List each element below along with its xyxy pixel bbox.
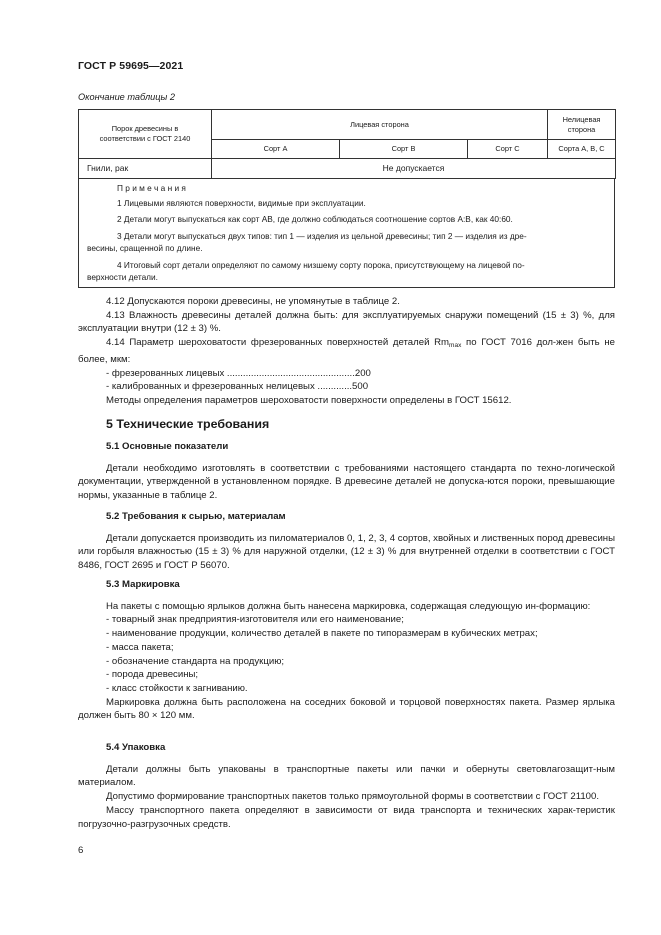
section-5-3-intro: На пакеты с помощью ярлыков должна быть нанесена маркировка, содержащая следующую ин-формацию:	[106, 600, 591, 612]
page-number: 6	[78, 845, 84, 856]
note-3b: весины, сращенной по длине.	[87, 243, 203, 253]
marking-item-6: - класс стойкости к загниванию.	[106, 682, 248, 694]
section-5-3-title: 5.3 Маркировка	[106, 579, 180, 590]
section-5-1	[78, 440, 615, 503]
clause-4-13: 4.13 Влажность древесины деталей должна быть: для эксплуатируемых снаружи помещений (15 ± 3) %, для эксплуатации внутри (12 ± 3) %.	[78, 309, 615, 335]
document-header: ГОСТ Р 59695—2021	[78, 60, 184, 72]
roughness-item-2: - калиброванных и фрезерованных нелицевых .............500	[106, 381, 369, 393]
clause-4-14	[78, 336, 615, 366]
grade-b-header: Сорт В	[340, 140, 468, 159]
marking-item-5: - порода древесины;	[106, 669, 199, 681]
section-5-2	[78, 510, 615, 573]
grade-abc-header: Сорта А, В, С	[548, 140, 616, 159]
section-5-4-text-1: Детали должны быть упакованы в транспортные пакеты или пачки и обернуты световлагозащит-ным материалом.	[78, 763, 615, 789]
section-5-4	[78, 741, 615, 831]
clause-4-14-part2: по ГОСТ 7016 дол-жен быть не более, мкм:	[78, 337, 615, 365]
section-5-2-title: 5.2 Требования к сырью, материалам	[106, 511, 286, 522]
row-defect-name: Гнили, рак	[79, 159, 212, 179]
methods-text: Методы определения параметров шероховатости поверхности определены в ГОСТ 15612.	[106, 394, 512, 406]
notes-title: П р и м е ч а н и я	[117, 183, 186, 193]
section-5-1-title: 5.1 Основные показатели	[106, 441, 229, 452]
section-5-title: 5 Технические требования	[106, 417, 270, 431]
marking-item-2: - наименование продукции, количество деталей в пакете по типоразмерам в кубических метрах;	[106, 628, 538, 640]
note-2: 2 Детали могут выпускаться как сорт АВ, где должно соблюдаться соотношение сортов А:В, как 40:60.	[117, 214, 513, 224]
col-defect-header: Порок древесины в соответствии с ГОСТ 2140	[79, 110, 212, 159]
section-5-3	[78, 578, 615, 723]
note-4a: 4 Итоговый сорт детали определяют по самому низшему сорту порока, присутствующему на лицевой по-	[117, 260, 525, 270]
section-5	[78, 418, 615, 432]
section-5-2-text: Детали допускается производить из пиломатериалов 0, 1, 2, 3, 4 сортов, хвойных и лиственных пород древесины или горбыля влажностью (15 ± 3) % для наружной отделки, (12 ± 3) % для внутренней отделки в соответствии с ГОСТ 8486, ГОСТ 2695 и ГОСТ Р 56070.	[78, 532, 615, 572]
clause-4-14-sub: max	[449, 342, 462, 350]
marking-location: Маркировка должна быть расположена на соседних боковой и торцовой поверхностях пакета. Размер ярлыка должен быть 80 × 120 мм.	[78, 696, 615, 722]
nonface-side-header: Нелицевая сторона	[548, 110, 616, 140]
note-4b: верхности детали.	[87, 272, 158, 282]
grade-a-header: Сорт А	[212, 140, 340, 159]
clause-4-14-part1: 4.14 Параметр шероховатости фрезерованных поверхностей деталей Rm	[106, 337, 450, 349]
roughness-item-1: - фрезерованных лицевых ................................................200	[106, 367, 371, 379]
grade-c-header: Сорт С	[468, 140, 548, 159]
table-notes	[78, 178, 615, 288]
row-defect-value: Не допускается	[212, 159, 616, 179]
face-side-header: Лицевая сторона	[212, 110, 548, 140]
marking-item-3: - масса пакета;	[106, 641, 174, 653]
note-1: 1 Лицевыми являются поверхности, видимые при эксплуатации.	[117, 198, 366, 208]
defects-table	[78, 109, 616, 179]
section-5-4-text-3: Массу транспортного пакета определяют в зависимости от вида транспорта и технических харак-теристик погрузочно-разгрузочных средств.	[78, 804, 615, 830]
clause-4-12: 4.12 Допускаются пороки древесины, не упомянутые в таблице 2.	[106, 296, 400, 307]
section-5-4-title: 5.4 Упаковка	[106, 742, 166, 753]
section-5-1-text: Детали необходимо изготовлять в соответствии с требованиями настоящего стандарта по техно-логической документации, утвержденной в установленном порядке. В древесине деталей не допуска-ются пороки, превышающие нормы, указанные в таблице 2.	[78, 462, 615, 502]
note-3a: 3 Детали могут выпускаться двух типов: тип 1 — изделия из цельной древесины; тип 2 — изделия из дре-	[117, 231, 527, 241]
table-caption: Окончание таблицы 2	[78, 92, 175, 102]
marking-item-4: - обозначение стандарта на продукцию;	[106, 655, 285, 667]
section-5-4-text-2: Допустимо формирование транспортных пакетов только прямоугольной формы в соответствии с ГОСТ 21100.	[106, 791, 600, 803]
marking-item-1: - товарный знак предприятия-изготовителя или его наименование;	[106, 614, 404, 626]
clauses-4	[78, 295, 615, 408]
